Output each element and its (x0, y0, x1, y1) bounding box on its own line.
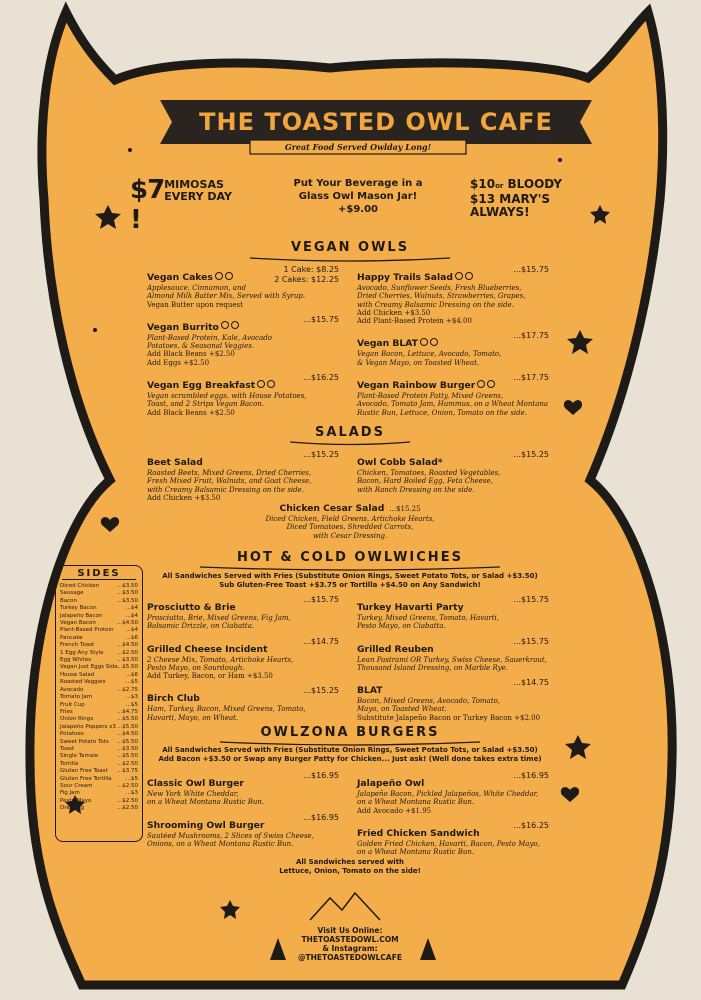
menu-item-name: BLAT (357, 685, 383, 697)
side-item-price: ...$5.50 (117, 753, 138, 760)
side-item-price: ...$6 (125, 671, 138, 678)
side-item-price: ...$2.75 (117, 686, 138, 693)
bloody-label2: MARY'S (499, 192, 551, 206)
menu-item-name: Chicken Cesar Salad (279, 503, 385, 514)
menu-item-price: ...$17.75 (513, 331, 549, 341)
menu-item-price: ...$16.25 (303, 373, 339, 383)
tagline: Great Food Served Owlday Long! (284, 142, 432, 152)
menu-item (357, 637, 549, 673)
vegan-badge-icon (477, 380, 485, 388)
side-item-name: Roasted Veggies (60, 679, 106, 686)
burgers-left-column (147, 771, 339, 854)
menu-item-addon: Add Plant-Based Protein +$4.00 (357, 317, 472, 326)
menu-item-price: ...$15.75 (303, 314, 339, 324)
menu-item-desc: Golden Fried Chicken, Havarti, Bacon, Pesto Mayo, (357, 839, 540, 848)
side-item-name: Pesto Mayo (60, 797, 92, 804)
menu-item-desc: Dried Cherries, Walnuts, Strawberries, Grapes, (357, 292, 526, 301)
menu-item-desc: Plant-Based Protein, Kale, Avocado (147, 333, 272, 342)
side-item-name: Vegan Bacon (60, 620, 96, 627)
menu-item-price: ...$15.75 (513, 265, 549, 274)
menu-item-desc: Roasted Beets, Mixed Greens, Dried Cherries, (147, 469, 312, 477)
mimosa-label: MIMOSAS (164, 178, 224, 191)
side-item-price: ...$2.50 (117, 760, 138, 767)
menu-item-price: ...$14.75 (303, 636, 339, 646)
side-item-price: ...$4.50 (117, 642, 138, 649)
menu-item-desc: Pesto Mayo, on Ciabatta. (357, 622, 446, 631)
menu-item-name: Owl Cobb Salad* (357, 457, 443, 468)
menu-item-desc: & Vegan Mayo, on Toasted Wheat. (357, 358, 480, 367)
side-item (56, 635, 142, 642)
mimosa-bang: ! (130, 205, 141, 235)
side-item-price: ...$3.50 (117, 590, 138, 597)
side-item-price: ...$4.50 (117, 731, 138, 738)
side-item-name: Pancake (60, 634, 83, 641)
side-item-name: Fruit Cup (60, 701, 85, 708)
menu-item-desc: Potatoes, & Seasonal Veggies. (147, 342, 255, 351)
side-item (56, 657, 142, 664)
menu-item (357, 331, 549, 367)
menu-item-desc: Havarti, Mayo, on Wheat. (147, 713, 239, 722)
bloody-price-b: $13 (470, 192, 496, 206)
menu-item-price: ...$14.75 (513, 678, 549, 688)
side-item-price: ...$5.50 (117, 738, 138, 745)
side-item-price: ...$2.50 (117, 797, 138, 804)
menu-item-desc: Diced Chicken, Field Greens, Artichoke Hearts, (265, 515, 435, 523)
menu-item-name: Happy Trails Salad (357, 272, 453, 283)
menu-item-price: ...$15.75 (303, 595, 339, 604)
side-item-name: Plant-Based Protein (60, 627, 114, 634)
menu-item-desc: on a Wheat Montana Rustic Bun. (357, 848, 475, 857)
burgers-footer-note2: Lettuce, Onion, Tomato on the side! (279, 866, 421, 875)
menu-item-name: Vegan BLAT (357, 338, 418, 350)
menu-item (147, 315, 339, 367)
side-item (56, 650, 142, 657)
side-item-name: Tomato Jam (60, 694, 93, 701)
side-item (56, 753, 142, 760)
menu-item-price-2: 2 Cakes: $12.25 (274, 275, 339, 284)
burgers-note (140, 746, 560, 763)
beverage-price: +$9.00 (337, 204, 378, 215)
side-item (56, 605, 142, 612)
menu-item-name: Fried Chicken Sandwich (357, 827, 480, 839)
menu-item-addon: Add Black Beans +$2.50 (147, 350, 235, 359)
menu-item-desc: with Creamy Balsamic Dressing on the side. (147, 485, 305, 494)
side-item (56, 583, 142, 590)
menu-item-desc: Applesauce, Cinnamon, and (147, 284, 246, 292)
side-item-name: Gluten Free Toast (60, 768, 108, 775)
chicken-cesar-salad (260, 496, 440, 540)
side-item-name: Bacon (60, 597, 78, 604)
side-item (56, 731, 142, 738)
footer-visit: Visit Us Online: (317, 926, 383, 935)
side-item-price: ...$2.50 (117, 805, 138, 812)
side-item-name: Single Tamale (60, 753, 99, 760)
side-item-name: Jalapeño Bacon (60, 612, 103, 619)
vegan-badge-icon (267, 380, 275, 388)
side-item-name: Fig Jam (60, 790, 80, 797)
sandwiches-note1: All Sandwiches Served with Fries (Substitute Onion Rings, Sweet Potato Tots, or Salad +$3.50) (162, 572, 538, 580)
menu-item-name: Grilled Cheese Incident (147, 643, 268, 655)
section-title-burgers: OWLZONA BURGERS (260, 725, 440, 740)
vegan-badge-icon (221, 321, 229, 329)
mimosa-sub: EVERY DAY (164, 190, 232, 203)
footer-handle[interactable]: @THETOASTEDOWLCAFE (298, 953, 402, 962)
menu-item-addon: Add Chicken +$3.50 (147, 493, 221, 502)
sandwiches-left-column (147, 595, 339, 728)
menu-item-desc: with Cesar Dressing. (312, 531, 388, 540)
vegan-badge-icon (487, 380, 495, 388)
beverage-promo (278, 177, 438, 216)
menu-item-desc: Chicken, Tomatoes, Roasted Vegetables, (357, 469, 501, 477)
side-item-name: Avocado (60, 686, 84, 693)
beverage-line1: Put Your Beverage in a (293, 178, 423, 189)
menu-item (357, 595, 549, 631)
vegan-left-column (147, 265, 339, 423)
side-item (56, 687, 142, 694)
dot-icon (128, 148, 132, 152)
vegan-badge-icon (455, 272, 463, 280)
side-item (56, 679, 142, 686)
menu-item-addon: Add Avocado +$1.95 (357, 806, 432, 815)
side-item (56, 776, 142, 783)
menu-item-desc: Fresh Mixed Fruit, Walnuts, and Goat Cheese, (147, 477, 312, 486)
side-item-name: Tortilla (60, 760, 79, 767)
menu-item-desc: Avocado, Tomato Jam, Hummus, on a Wheat Montana (357, 400, 549, 409)
menu-item-price: ...$15.25 (303, 686, 339, 696)
menu-item-desc: with Ranch Dressing on the side. (357, 485, 475, 494)
menu-item-desc: Jalapeño Bacon, Pickled Jalapeños, White Cheddar, (357, 790, 539, 798)
vegan-right-column (357, 265, 549, 423)
menu-item-desc: Onions, on a Wheat Montana Rustic Bun. (147, 839, 294, 848)
menu-item-name: Vegan Cakes (147, 272, 213, 283)
menu-item-price: ...$15.25 (513, 450, 549, 459)
burgers-right-column (357, 771, 549, 862)
cafe-title: THE TOASTED OWL CAFE (199, 108, 553, 136)
side-item-price: ...$4 (125, 612, 138, 619)
side-item-price: ...$5.50 (117, 716, 138, 723)
burgers-footer-note1: All Sandwiches served with (295, 858, 405, 866)
menu-item-name: Grilled Reuben (357, 643, 434, 655)
side-item-price: ...$4 (125, 605, 138, 612)
salads-right-column (357, 450, 549, 500)
side-item-price: ...$3.50 (117, 583, 138, 589)
vegan-badge-icon (465, 272, 473, 280)
menu-item-desc: Vegan scrambled eggs, with House Potatoes, (147, 392, 307, 401)
side-item-name: Sour Cream (60, 782, 93, 789)
menu-item-desc: Lean Pastrami OR Turkey, Swiss Cheese, Sauerkraut, (357, 655, 547, 664)
menu-item-desc: 2 Cheese Mix, Tomato, Artichoke Hearts, (147, 655, 294, 664)
side-item-price: ...$3.50 (117, 745, 138, 752)
menu-item-addon: Add Black Beans +$2.50 (147, 408, 235, 417)
side-item (56, 716, 142, 723)
menu-item-desc: Vegan Bacon, Lettuce, Avocado, Tomato, (357, 350, 502, 359)
menu-item-desc: on a Wheat Montana Rustic Bun. (147, 798, 265, 807)
menu-item-price: ...$16.95 (303, 812, 339, 822)
menu-item-desc: Mayo, on Toasted Wheat. (357, 705, 447, 714)
menu-item-addon: Substitute Jalapeño Bacon or Turkey Bacon +$2.00 (357, 713, 541, 722)
menu-item-name: Birch Club (147, 693, 200, 705)
side-item (56, 627, 142, 634)
menu-item (357, 373, 549, 417)
sides-box (55, 565, 143, 842)
menu-item-desc: Ham, Turkey, Bacon, Mixed Greens, Tomato, (147, 705, 306, 714)
section-title-salads: SALADS (315, 425, 385, 440)
menu-item-desc: Bacon, Hard Boiled Egg, Feta Cheese, (357, 477, 493, 486)
side-item (56, 768, 142, 775)
menu-item (357, 678, 549, 722)
menu-item (147, 813, 339, 849)
menu-item-addon: Vegan Butter upon request (147, 300, 243, 309)
vegan-badge-icon (257, 380, 265, 388)
menu-item-name: Vegan Egg Breakfast (147, 380, 256, 392)
side-item-price: ...$4.75 (117, 708, 138, 715)
burgers-note2: Add Bacon +$3.50 or Swap any Burger Patty for Chicken... Just ask! (Well done takes extra time) (158, 754, 542, 763)
menu-item-addon: Add Chicken +$3.50 (357, 308, 431, 317)
menu-item (147, 373, 339, 417)
side-item (56, 590, 142, 597)
menu-item-addon: Add Eggs +$2.50 (147, 358, 210, 367)
menu-item (357, 771, 549, 815)
side-item-name: Onion Rings (60, 716, 94, 723)
side-item (56, 598, 142, 605)
side-item-name: Potatoes (60, 731, 84, 738)
side-item-price: ...$5 (125, 679, 138, 686)
side-item-price: ...$3 (125, 694, 138, 701)
menu-item (147, 771, 339, 807)
side-item (56, 746, 142, 753)
footer-url[interactable]: THETOASTEDOWL.COM (301, 935, 399, 944)
menu-item-name: Vegan Burrito (147, 321, 219, 333)
side-item (56, 805, 142, 812)
side-item-price: ...$2.50 (117, 649, 138, 656)
side-item-name: Toast (60, 745, 75, 752)
menu-item (357, 265, 549, 325)
side-item (56, 642, 142, 649)
side-item-price: ...$5 (125, 775, 138, 782)
vegan-badge-icon (225, 272, 233, 280)
sides-list (56, 583, 142, 813)
vegan-badge-icon (420, 338, 428, 346)
menu-item-price: ...$17.75 (513, 373, 549, 383)
menu-item-name: Classic Owl Burger (147, 778, 244, 789)
menu-item (147, 637, 339, 681)
burgers-footer-note (250, 858, 450, 875)
menu-item-desc: Balsamic Drizzle, on Ciabatta. (147, 622, 255, 631)
menu-item-price: ...$15.25 (389, 505, 421, 513)
side-item-price: ...$2.50 (117, 782, 138, 789)
side-item-price: ...$5 (125, 701, 138, 708)
footer-social (280, 926, 420, 962)
menu-item-name: Jalapeño Owl (357, 778, 425, 789)
side-item (56, 709, 142, 716)
menu-item (147, 595, 339, 631)
side-item-price: ...$3.50 (117, 597, 138, 604)
side-item (56, 702, 142, 709)
menu-item-desc: Plant-Based Protein Patty, Mixed Greens, (357, 392, 504, 401)
side-item-name: Fries (60, 708, 73, 715)
side-item-name: Sausage (60, 590, 84, 597)
side-item (56, 761, 142, 768)
menu-item-desc: Rustic Bun, Lettuce, Onion, Tomato on the side. (357, 408, 527, 417)
menu-item-desc: Thousand Island Dressing, on Marble Rye. (357, 663, 509, 672)
menu-item (147, 450, 339, 502)
side-item-name: Jalapeño Poppers x3 (60, 723, 116, 730)
sandwiches-note (140, 572, 560, 589)
side-item-name: French Toast (60, 642, 95, 649)
side-item-price: ...$4 (125, 627, 138, 634)
side-item-price: ...$4.50 (117, 620, 138, 627)
side-item-name: Egg Whites (60, 657, 92, 664)
vegan-badge-icon (231, 321, 239, 329)
side-item-name: House Salad (60, 671, 95, 678)
side-item (56, 798, 142, 805)
side-item-price: ...$5.50 (117, 723, 138, 730)
mimosa-price: $7 (130, 175, 165, 205)
side-item (56, 790, 142, 797)
side-item-price: ...$3 (125, 790, 138, 797)
side-item-name: Turkey Bacon (60, 605, 97, 612)
dot-icon (558, 158, 562, 162)
menu-item-name: Beet Salad (147, 457, 203, 468)
menu-item-desc: Pesto Mayo, on Sourdough. (147, 663, 245, 672)
menu-item-name: Vegan Rainbow Burger (357, 380, 476, 392)
bloody-label3: ALWAYS (470, 205, 525, 219)
side-item-name: Sweet Potato Tots (60, 738, 109, 745)
bloody-price-a: $10 (470, 177, 496, 191)
bloody-label1: BLOODY (507, 177, 563, 191)
menu-item-name: Shrooming Owl Burger (147, 819, 265, 831)
menu-item-price: ...$15.75 (513, 595, 549, 604)
side-item-price: ...$3.75 (117, 768, 138, 775)
menu-item-name: Turkey Havarti Party (357, 602, 464, 613)
menu-item-price: ...$16.95 (513, 771, 549, 780)
section-title-sandwiches: HOT & COLD OWLWICHES (237, 550, 463, 565)
side-item-price: ...$6 (125, 634, 138, 641)
dot-icon (93, 328, 97, 332)
menu-item (147, 686, 339, 722)
menu-item-desc: New York White Cheddar, (147, 790, 239, 798)
burgers-note1: All Sandwiches Served with Fries (Substitute Onion Rings, Sweet Potato Tots, or Salad +$3.50) (162, 746, 538, 754)
bloody-mary-promo (470, 178, 580, 219)
side-item-name: Vegan Just Eggs Side (60, 664, 118, 671)
menu-item-price: ...$16.95 (303, 771, 339, 780)
menu-item-desc: Sautéed Mushrooms, 2 Slices of Swiss Cheese, (147, 831, 314, 840)
menu-item-desc: Bacon, Mixed Greens, Avocado, Tomato, (357, 697, 500, 706)
vegan-badge-icon (430, 338, 438, 346)
side-item-name: Dressing (60, 805, 84, 812)
menu-item-price: ...$15.75 (513, 636, 549, 646)
menu-item (357, 821, 549, 857)
menu-item-desc: Toast, and 2 Strips Vegan Bacon. (147, 400, 265, 409)
menu-item-addon: Add Turkey, Bacon, or Ham +$3.50 (147, 672, 273, 681)
side-item (56, 783, 142, 790)
menu-item-desc: with Creamy Balsamic Dressing on the side. (357, 300, 515, 309)
mimosa-promo (130, 175, 240, 235)
menu-item-desc: Avocado, Sunflower Seeds, Fresh Blueberries, (357, 284, 522, 292)
menu-item-desc: on a Wheat Montana Rustic Bun. (357, 798, 475, 807)
menu-item-desc: Diced Tomatoes, Shredded Carrots, (286, 523, 414, 532)
section-title-vegan: VEGAN OWLS (290, 240, 410, 255)
sandwiches-note2: Sub Gluten-Free Toast +$3.75 or Tortilla +$4.50 on Any Sandwich! (219, 580, 481, 589)
bloody-bang: ! (524, 205, 530, 219)
side-item (56, 672, 142, 679)
side-item (56, 724, 142, 731)
side-item (56, 694, 142, 701)
side-item-price: ...$5.50 (117, 664, 138, 671)
side-item (56, 613, 142, 620)
side-item (56, 739, 142, 746)
vegan-badge-icon (215, 272, 223, 280)
side-item (56, 664, 142, 671)
side-item (56, 620, 142, 627)
side-item-name: Gluten Free Tortilla (60, 775, 112, 782)
sandwiches-right-column (357, 595, 549, 728)
footer-insta: & Instagram: (322, 944, 378, 953)
menu-item-desc: Prosciutto, Brie, Mixed Greens, Fig Jam, (147, 614, 291, 622)
side-item-name: Diced Chicken (60, 583, 100, 589)
bloody-or: or (495, 182, 504, 190)
side-item-price: ...$3.50 (117, 657, 138, 664)
menu-item (147, 265, 339, 309)
menu-item-price: 1 Cake: $8.25 (283, 265, 339, 274)
menu-item-name: Prosciutto & Brie (147, 602, 236, 613)
beverage-line2: Glass Owl Mason Jar! (298, 191, 418, 202)
side-item-name: 1 Egg Any Style (60, 649, 104, 656)
menu-item-price: ...$15.25 (303, 450, 339, 459)
menu-item-price: ...$16.25 (513, 820, 549, 830)
sides-title: SIDES (62, 568, 136, 580)
menu-item-desc: Turkey, Mixed Greens, Tomato, Havarti, (357, 614, 500, 622)
menu-item (357, 450, 549, 494)
menu-item-desc: Almond Milk Batter Mix, Served with Syrup. (147, 292, 306, 301)
